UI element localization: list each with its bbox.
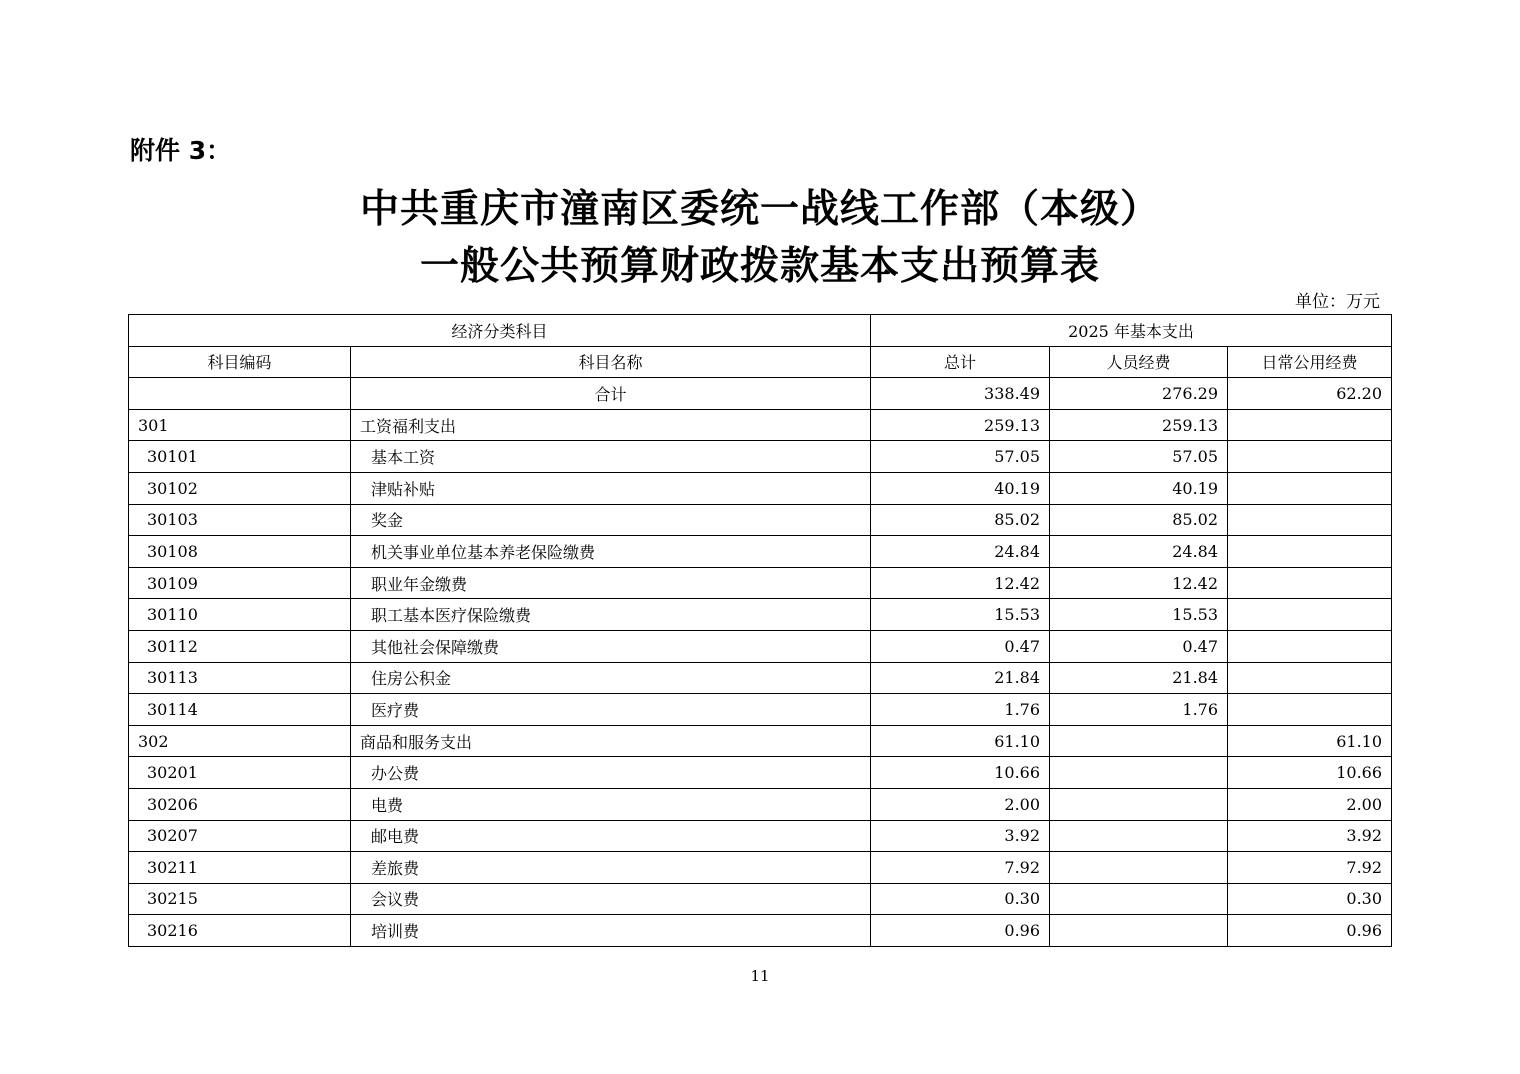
row-total: 24.84	[871, 536, 1050, 568]
row-personnel: 1.76	[1050, 694, 1228, 726]
row-total: 259.13	[871, 409, 1050, 441]
row-total: 21.84	[871, 662, 1050, 694]
row-code: 301	[129, 409, 351, 441]
name-header: 科目名称	[351, 346, 871, 378]
row-code: 30201	[129, 757, 351, 789]
row-total: 57.05	[871, 441, 1050, 473]
year-group-header: 2025 年基本支出	[871, 315, 1392, 347]
row-public: 61.10	[1228, 725, 1392, 757]
table-row	[129, 915, 1392, 947]
row-code: 30215	[129, 883, 351, 915]
table-row	[129, 662, 1392, 694]
row-name: 电费	[351, 788, 871, 820]
table-row	[129, 599, 1392, 631]
total-row-public: 62.20	[1228, 378, 1392, 410]
row-name: 职工基本医疗保险缴费	[351, 599, 871, 631]
table-row	[129, 567, 1392, 599]
table-row	[129, 630, 1392, 662]
row-total: 10.66	[871, 757, 1050, 789]
row-total: 0.96	[871, 915, 1050, 947]
total-row	[129, 378, 1392, 410]
row-personnel: 12.42	[1050, 567, 1228, 599]
row-code: 30113	[129, 662, 351, 694]
row-total: 15.53	[871, 599, 1050, 631]
row-personnel	[1050, 788, 1228, 820]
row-public	[1228, 472, 1392, 504]
row-total: 2.00	[871, 788, 1050, 820]
total-row-total: 338.49	[871, 378, 1050, 410]
row-public: 7.92	[1228, 852, 1392, 884]
row-code: 30114	[129, 694, 351, 726]
row-code: 30211	[129, 852, 351, 884]
page-number: 11	[750, 967, 770, 985]
page-title-line2: 一般公共预算财政拨款基本支出预算表	[419, 244, 1100, 289]
row-public	[1228, 662, 1392, 694]
row-personnel: 85.02	[1050, 504, 1228, 536]
row-code: 30103	[129, 504, 351, 536]
row-name: 其他社会保障缴费	[351, 630, 871, 662]
row-code: 30109	[129, 567, 351, 599]
row-public: 2.00	[1228, 788, 1392, 820]
table-row	[129, 441, 1392, 473]
attachment-label: 附件 3：	[130, 136, 232, 165]
table-row	[129, 409, 1392, 441]
table-row	[129, 757, 1392, 789]
row-personnel: 24.84	[1050, 536, 1228, 568]
row-name: 津贴补贴	[351, 472, 871, 504]
row-name: 机关事业单位基本养老保险缴费	[351, 536, 871, 568]
table-row	[129, 694, 1392, 726]
row-total: 0.47	[871, 630, 1050, 662]
row-public	[1228, 567, 1392, 599]
table-row	[129, 788, 1392, 820]
row-code: 30206	[129, 788, 351, 820]
row-name: 商品和服务支出	[351, 725, 871, 757]
row-name: 基本工资	[351, 441, 871, 473]
row-code: 30102	[129, 472, 351, 504]
group-header-row	[129, 315, 1392, 347]
row-personnel	[1050, 725, 1228, 757]
row-public: 0.30	[1228, 883, 1392, 915]
row-name: 奖金	[351, 504, 871, 536]
row-total: 1.76	[871, 694, 1050, 726]
row-code: 30207	[129, 820, 351, 852]
total-row-code	[129, 378, 351, 410]
table-row	[129, 504, 1392, 536]
row-personnel: 15.53	[1050, 599, 1228, 631]
unit-label: 单位：万元	[1295, 292, 1380, 312]
row-total: 0.30	[871, 883, 1050, 915]
table-row	[129, 852, 1392, 884]
row-public	[1228, 441, 1392, 473]
row-code: 30101	[129, 441, 351, 473]
row-code: 302	[129, 725, 351, 757]
column-header-row	[129, 346, 1392, 378]
code-header: 科目编码	[129, 346, 351, 378]
row-personnel	[1050, 820, 1228, 852]
row-total: 85.02	[871, 504, 1050, 536]
table-row	[129, 820, 1392, 852]
row-public	[1228, 630, 1392, 662]
econ-group-header: 经济分类科目	[129, 315, 871, 347]
row-public	[1228, 536, 1392, 568]
row-name: 会议费	[351, 883, 871, 915]
row-code: 30112	[129, 630, 351, 662]
row-public	[1228, 599, 1392, 631]
table-row	[129, 472, 1392, 504]
public-header: 日常公用经费	[1228, 346, 1392, 378]
row-public: 0.96	[1228, 915, 1392, 947]
row-personnel: 259.13	[1050, 409, 1228, 441]
row-name: 培训费	[351, 915, 871, 947]
row-total: 3.92	[871, 820, 1050, 852]
row-name: 医疗费	[351, 694, 871, 726]
row-public	[1228, 694, 1392, 726]
row-name: 邮电费	[351, 820, 871, 852]
total-row-personnel: 276.29	[1050, 378, 1228, 410]
row-public	[1228, 409, 1392, 441]
row-personnel: 21.84	[1050, 662, 1228, 694]
row-total: 40.19	[871, 472, 1050, 504]
row-name: 办公费	[351, 757, 871, 789]
row-code: 30216	[129, 915, 351, 947]
page-title-line1: 中共重庆市潼南区委统一战线工作部（本级）	[359, 187, 1160, 232]
row-name: 住房公积金	[351, 662, 871, 694]
budget-table	[128, 314, 1392, 947]
row-name: 职业年金缴费	[351, 567, 871, 599]
row-personnel	[1050, 757, 1228, 789]
row-personnel	[1050, 883, 1228, 915]
row-total: 7.92	[871, 852, 1050, 884]
row-public	[1228, 504, 1392, 536]
row-name: 工资福利支出	[351, 409, 871, 441]
row-personnel: 40.19	[1050, 472, 1228, 504]
table-row	[129, 883, 1392, 915]
row-personnel	[1050, 852, 1228, 884]
row-code: 30108	[129, 536, 351, 568]
row-total: 12.42	[871, 567, 1050, 599]
row-total: 61.10	[871, 725, 1050, 757]
personnel-header: 人员经费	[1050, 346, 1228, 378]
row-personnel: 57.05	[1050, 441, 1228, 473]
total-row-name: 合计	[351, 378, 871, 410]
row-personnel	[1050, 915, 1228, 947]
row-public: 3.92	[1228, 820, 1392, 852]
row-name: 差旅费	[351, 852, 871, 884]
table-row	[129, 536, 1392, 568]
row-code: 30110	[129, 599, 351, 631]
row-public: 10.66	[1228, 757, 1392, 789]
row-personnel: 0.47	[1050, 630, 1228, 662]
table-row	[129, 725, 1392, 757]
total-header: 总计	[871, 346, 1050, 378]
